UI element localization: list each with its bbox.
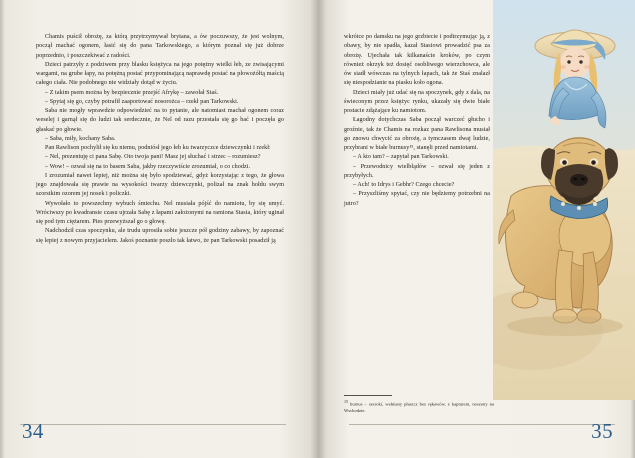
paragraph: Nadchodził czas spoczynku, ale trudu uprosiła sobie jeszcze pół godziny zabawy, by zapoznać się lepiej z nowym przyjacielem. Jakoś poznanie poszło tak łatwo, że pan Tarkowski posadził ją: [36, 228, 284, 244]
paragraph: – A kto tam? – zapytał pan Tarkowski.: [353, 154, 449, 161]
paragraph: – Spytaj się go, czyby potrafił zaaportować nosorożca – rzekł pan Tarkowski.: [45, 98, 239, 105]
paragraph: – Wow! – ozwał się na to basem Saba, jakby rzeczywiście zrozumiał, o co chodzi.: [45, 163, 251, 170]
paragraph: – Ach! to Idrys i Gebhr? Czego chcecie?: [353, 182, 455, 188]
paragraph: Pan Rawlison pochylił się ku niemu, podniósł jego łeb ku twarzyczce dziewczynki i rzekł:: [45, 145, 271, 151]
paragraph: Wywołało to powszechny wybuch śmiechu. Nel musiała pójść do namiotu, by się umyć. Wróciwszy po kwadransie czasu ujrzała Sabę z łapami założonymi na ramiona Stasia, który uginał się pod tym ciężarem. Pies przewyższał go o głowę.: [36, 200, 284, 225]
footnote: [344, 399, 494, 415]
paragraph: Łagodny dotychczas Saba począł warczeć głucho i groźnie, tak że Chamis na rozkaz pana Rawlisona musiał go znowu chwycić za obrożę, a tymczasem dwaj ludzie, przybrani w białe burnusy¹⁵, stanęli przed namiotami.: [344, 117, 490, 151]
paragraph: I zrozumiał nawet lepiej, niż można się było spodziewać, gdyż korzystając z tego, że głowa jego znajdowała się prawie na wysokości twarzy dziewczynki, polizał na znak hołdu swym szorstkim ozorem jej nosek i policzki.: [36, 172, 284, 198]
paragraph: wkrótce po damsku na jego grzbiecie i podtrzymując ją, z obawy, by nie spadła, kazał Stasiowi prowadzić psa za obrożę. Ujechała tak kilkanaście kroków, po czym również okrzyk też dosięć osobliwego wierzchowca, ale ów siadł wówczas na tylnych łapach, tak że Staś znalazł się niespodzianie na piasku koło ogona.: [344, 34, 490, 87]
footnote-text: burnus – szeroki, wełniany płaszcz bez rękawów, z kapturem, noszony na Wschodzie.: [344, 401, 494, 414]
paragraph: Saba nie mogły wprawdzie odpowiedzieć na to pytanie, ale natomiast machał ogonem coraz weselej i garnął się do ludzi tak serdecznie, że Nel od razu przestała się go bać i poczęła go głaskać po głowie.: [36, 108, 284, 133]
left-page-edge-shadow: [0, 0, 5, 458]
right-page-footer-rule: [349, 424, 615, 425]
footnote-rule: [344, 395, 392, 396]
left-page-text: [36, 33, 284, 246]
paragraph: – Przewodnicy wielbłądów – ozwał się jeden z przybyłych.: [344, 163, 490, 179]
illustration-svg: [493, 0, 635, 400]
illustration-girl-with-dog: [493, 0, 635, 400]
paragraph: – Nel, prezentuję ci pana Sabę. Oto twoja pani! Masz jej słuchać i strzec – rozumiesz?: [45, 154, 261, 161]
paragraph: – Przyszliśmy spytać, czy nie będziemy potrzebni na jutro?: [344, 191, 490, 207]
footnote-marker: 15: [344, 399, 348, 404]
right-page-text: [344, 33, 490, 209]
paragraph: Dzieci patrzyły z podziwem przy blasku księżyca na jego potężny wielki łeb, ze zwisającymi wargami, na grube łapy, na potężną postać przypominającą naprawdę postać na płowożółtą maścią całego ciała. Nie podobnego nie widziały dotąd w życiu.: [36, 61, 284, 87]
paragraph: – Saba, miły, kochany Saba.: [45, 135, 116, 142]
paragraph: Chamis puścił obrożę, za którą przytrzymywał brytana, a ów poczuwszy, że jest wolnym, począł machać ogonem, łasić się do pana Tarkowskiego, a którym poznał się już dobrze poprzednio, i poszczekiwać z radości.: [36, 34, 284, 59]
paragraph: – Z takim psem można by bezpiecznie przejść Afrykę – zawołał Staś.: [45, 89, 219, 96]
right-page-number: 35: [591, 419, 613, 443]
left-page-number: 34: [22, 419, 44, 443]
left-page-footer-rule: [20, 424, 286, 425]
right-page: [318, 0, 635, 458]
paragraph: Dzieci miały już udać się na spoczynek, gdy z dala, na świeconym przez księżyc rynku, ukazały się dwie białe postacie zdążające ku namiotom.: [344, 89, 490, 114]
